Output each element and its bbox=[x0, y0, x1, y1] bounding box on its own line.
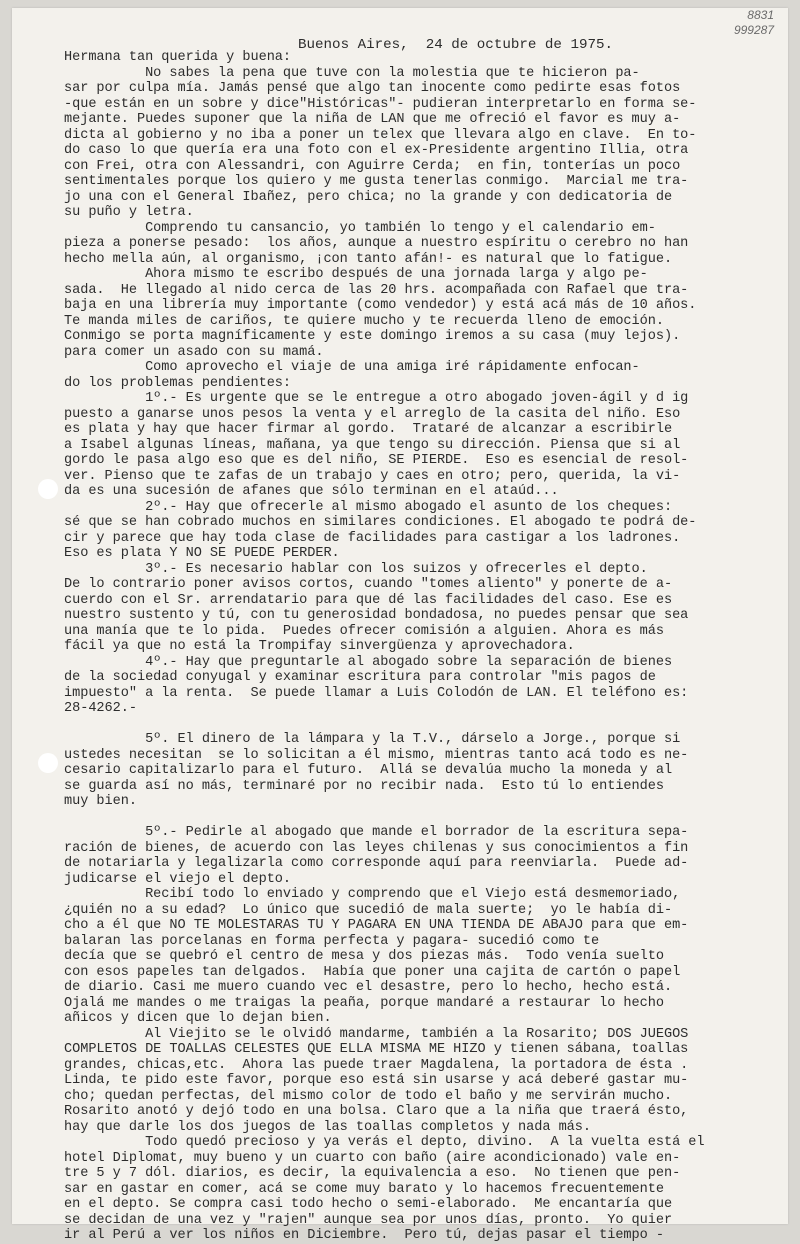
letter-line: jo una con el General Ibañez, pero chica; no la grande y con dedicatoria de bbox=[64, 189, 673, 205]
letter-line bbox=[64, 717, 768, 733]
letter-line: añicos y dicen que lo dejan bien. bbox=[64, 1011, 332, 1026]
letter-line: cho a él que NO TE MOLESTARAS TU Y PAGARA EN UNA TIENDA DE ABAJO para que em- bbox=[64, 918, 689, 933]
letter-line: sar en gastar en comer, acá se come muy barato y lo hacemos frecuentemente bbox=[64, 1181, 664, 1197]
letter-line: da es una sucesión de afanes que sólo terminan en el ataúd... bbox=[64, 484, 559, 499]
letter-line: Eso es plata Y NO SE PUEDE PERDER. bbox=[64, 546, 340, 561]
letter-line: Te manda miles de cariños, te quiere mucho y te recuerda lleno de emoción. bbox=[64, 313, 664, 329]
letter-line: sar por culpa mía. Jamás pensé que algo tan inocente como pedirte esas fotos bbox=[64, 81, 681, 96]
letter-line: una manía que te lo pida. Puedes ofrecer comisión a alguien. Ahora es más bbox=[64, 623, 664, 639]
letter-line: 4º.- Hay que preguntarle al abogado sobre la separación de bienes bbox=[64, 654, 673, 670]
letter-line: tre 5 y 7 dól. diarios, es decir, la equivalencia a eso. No tienen que pen- bbox=[64, 1166, 681, 1181]
letter-line: cuerdo con el Sr. arrendatario para que dé las facilidades del caso. Ese es bbox=[64, 592, 673, 608]
letter-line: sentimentales porque los quiero y me gusta tenerlas conmigo. Marcial me tra- bbox=[64, 174, 689, 189]
letter-line: ustedes necesitan se lo solicitan a él mismo, mientras tanto acá todo es ne- bbox=[64, 747, 689, 763]
letter-line: 28-4262.- bbox=[64, 701, 137, 716]
letter-line: sada. He llegado al nido cerca de las 20 hrs. acompañada con Rafael que tra- bbox=[64, 282, 689, 298]
dateline: Buenos Aires, 24 de octubre de 1975. bbox=[298, 37, 614, 53]
letter-line: es plata y hay que hacer firmar al gordo. Trataré de alcanzar a escribirle bbox=[64, 422, 673, 437]
letter-line: en el depto. Se compra casi todo hecho o semi-elaborado. Me encantaría que bbox=[64, 1197, 673, 1212]
letter-line: ración de bienes, de acuerdo con las leyes chilenas y sus conocimientos a fin bbox=[64, 840, 689, 856]
letter-line: de notariarla y legalizarla como corresponde aquí para reenviarla. Puede ad- bbox=[64, 856, 689, 871]
archive-code: 999287 bbox=[733, 23, 774, 37]
letter-line: Hermana tan querida y buena: bbox=[64, 50, 292, 65]
letter-line: do los problemas pendientes: bbox=[64, 375, 292, 391]
letter-line: sé que se han cobrado muchos en similares condiciones. El abogado te podrá de- bbox=[64, 515, 697, 530]
letter-line: para comer un asado con su mamá. bbox=[64, 344, 324, 360]
letter-line: grandes, chicas,etc. Ahora las puede traer Magdalena, la portadora de ésta . bbox=[64, 1057, 689, 1073]
letter-line: hotel Diplomat, muy bueno y un cuarto con baño (aire acondicionado) vale en- bbox=[64, 1150, 681, 1166]
letter-line: su puño y letra. bbox=[64, 205, 194, 220]
letter-line: ¿quién no a su edad? Lo único que sucedió de mala suerte; yo le había di- bbox=[64, 902, 673, 918]
letter-line: Todo quedó precioso y ya verás el depto, divino. A la vuelta está el bbox=[64, 1135, 705, 1150]
letter-line: hay que darle los dos juegos de las toallas completos y nada más. bbox=[64, 1119, 591, 1135]
letter-line: dicta al gobierno y no iba a poner un telex que llevara algo en clave. En to- bbox=[64, 127, 697, 143]
letter-line: 5º.- Pedirle al abogado que mande el borrador de la escritura sepa- bbox=[64, 825, 689, 840]
letter-line: impuesto" a la renta. Se puede llamar a Luis Colodón de LAN. El teléfono es: bbox=[64, 685, 689, 701]
letter-line: se guarda así no más, terminaré por no recibir nada. Esto tú lo entiendes bbox=[64, 778, 664, 794]
letter-line: gordo le pasa algo eso que es del niño, SE PIERDE. Eso es esencial de resol- bbox=[64, 453, 689, 468]
letter-line: Conmigo se porta magníficamente y este domingo iremos a su casa (muy lejos). bbox=[64, 329, 681, 344]
letter-line: pieza a ponerse pesado: los años, aunque a nuestro espíritu o cerebro no han bbox=[64, 236, 689, 251]
archive-code: 8831 bbox=[747, 8, 774, 22]
letter-line: cho; quedan perfectas, del mismo color de todo el baño y me servirán mucho. bbox=[64, 1088, 673, 1104]
letter-line: se decidan de una vez y "rajen" aunque sea por unos días, pronto. Yo quier bbox=[64, 1212, 673, 1228]
letter-line: De lo contrario poner avisos cortos, cuando "tomes aliento" y ponerte de a- bbox=[64, 577, 673, 592]
archive-stamp bbox=[734, 8, 774, 38]
letter-line: con Frei, otra con Alessandri, con Aguirre Cerda; en fin, tonterías un poco bbox=[64, 158, 681, 174]
letter-line bbox=[64, 810, 768, 826]
punch-hole bbox=[38, 479, 58, 499]
letter-line: COMPLETOS DE TOALLAS CELESTES QUE ELLA MISMA ME HIZO y tienen sábana, toallas bbox=[64, 1042, 689, 1057]
letter-line: a Isabel algunas líneas, mañana, ya que tengo su dirección. Piensa que si al bbox=[64, 437, 681, 453]
letter-line: de la sociedad conyugal y examinar escritura para controlar "mis pagos de bbox=[64, 670, 656, 685]
letter-line: ir al Perú a ver los niños en Diciembre. Pero tú, dejas pasar el tiempo - bbox=[64, 1228, 664, 1243]
letter-line: de diario. Casi me muero cuando vec el desastre, pero lo hecho, hecho está. bbox=[64, 980, 673, 995]
letter-line: mejante. Puedes suponer que la niña de LAN que me ofreció el favor es muy a- bbox=[64, 112, 681, 127]
letter-line: cir y parece que hay toda clase de facilidades para castigar a los ladrones. bbox=[64, 530, 681, 546]
letter-line: Al Viejito se le olvidó mandarme, también a la Rosarito; DOS JUEGOS bbox=[64, 1026, 689, 1042]
letter-line: Linda, te pido este favor, porque eso está sin usarse y acá deberé gastar mu- bbox=[64, 1073, 689, 1088]
letter-line: baja en una librería muy importante (como vendedor) y está acá más de 10 años. bbox=[64, 298, 697, 313]
letter-line: Ahora mismo te escribo después de una jornada larga y algo pe- bbox=[64, 267, 648, 282]
letter-line: nuestro sustento y tú, con tu generosidad bondadosa, no puedes pensar que sea bbox=[64, 608, 689, 623]
letter-line: cesario capitalizarlo para el futuro. Allá se devalúa mucho la moneda y al bbox=[64, 763, 673, 778]
letter-line: ver. Pienso que te zafas de un trabajo y caes en otro; pero, querida, la vi- bbox=[64, 468, 681, 484]
letter-line: Ojalá me mandes o me traigas la peaña, porque mandaré a restaurar lo hecho bbox=[64, 995, 664, 1011]
letter-line: 1º.- Es urgente que se le entregue a otro abogado joven-ágil y d ig bbox=[64, 391, 689, 406]
letter-line: muy bien. bbox=[64, 794, 137, 809]
letter-line: decía que se quebró el centro de mesa y dos piezas más. Todo venía suelto bbox=[64, 949, 664, 964]
letter-line: fácil ya que no está la Trompifay sinvergüenza y aprovechadora. bbox=[64, 639, 575, 654]
punch-hole bbox=[38, 753, 58, 773]
letter-line: puesto a ganarse unos pesos la venta y el arreglo de la casita del niño. Eso bbox=[64, 406, 681, 422]
letter-body bbox=[64, 50, 768, 1244]
letter-line: Comprendo tu cansancio, yo también lo tengo y el calendario em- bbox=[64, 220, 656, 236]
letter-line: 2º.- Hay que ofrecerle al mismo abogado el asunto de los cheques: bbox=[64, 499, 673, 515]
letter-line: 5º. El dinero de la lámpara y la T.V., dárselo a Jorge., porque si bbox=[64, 732, 681, 747]
letter-line: hecho mella aún, al organismo, ¡con tanto afán!- es natural que lo fatigue. bbox=[64, 251, 673, 267]
letter-line: balaran las porcelanas en forma perfecta y pagara- sucedió como te bbox=[64, 933, 600, 949]
letter-line: -que están en un sobre y dice"Históricas"- pudieran interpretarlo en forma se- bbox=[64, 96, 697, 112]
letter-line: Recibí todo lo enviado y comprendo que el Viejo está desmemoriado, bbox=[64, 887, 681, 902]
letter-line: Rosarito anotó y dejó todo en una bolsa. Claro que a la niña que traerá ésto, bbox=[64, 1104, 689, 1119]
letter-line: 3º.- Es necesario hablar con los suizos y ofrecerles el depto. bbox=[64, 561, 648, 577]
letter-line: Como aprovecho el viaje de una amiga iré rápidamente enfocan- bbox=[64, 360, 640, 375]
letter-line: judicarse el viejo el depto. bbox=[64, 871, 292, 887]
letter-line: con esos papeles tan delgados. Había que poner una cajita de cartón o papel bbox=[64, 964, 681, 980]
letter-line: No sabes la pena que tuve con la molestia que te hicieron pa- bbox=[64, 65, 640, 81]
letter-line: do caso lo que quería era una foto con el ex-Presidente argentino Illia, otra bbox=[64, 143, 689, 158]
